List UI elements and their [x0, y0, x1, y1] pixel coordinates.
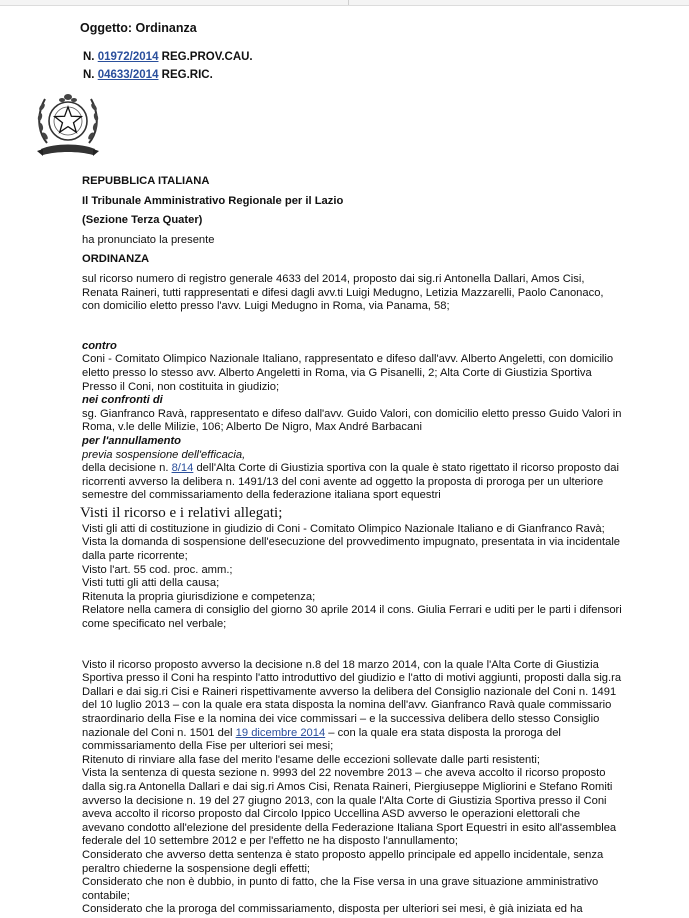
- reg-prov-cau-line: [83, 51, 253, 63]
- spacer: [82, 632, 622, 659]
- consideration-item: Vista la domanda di sospensione dell'esecuzione del provvedimento impugnato, presentata in via incidentale dalla parte ricorrente;: [82, 536, 621, 563]
- annullamento-label: per l'annullamento: [82, 434, 182, 447]
- contro-paragraph: Coni - Comitato Olimpico Nazionale Italiano, rappresentato e difeso dall'avv. Alberto Angeletti, con domicilio eletto presso lo stesso avv. Alberto Angeletti in Roma, via G Pisanelli, 2; Alta Corte di Giustizia Sportiva Presso il Coni, non costituita in giudizio;: [82, 353, 614, 393]
- reg-suffix: REG.PROV.CAU.: [161, 51, 253, 63]
- consideration-item: Ritenuta la propria giurisdizione e competenza;: [82, 590, 316, 603]
- date-link[interactable]: 19 dicembre 2014: [235, 726, 326, 739]
- reg-prefix: N.: [83, 69, 95, 81]
- visto-ricorso-end: – con la quale era stata disposta la proroga del commissariamento della Fise per ulteriori sei mesi;: [82, 726, 561, 753]
- section-heading: (Sezione Terza Quater): [82, 214, 203, 227]
- body-paragraph: Considerato che la proroga del commissariamento, disposta per ulteriori sei mesi, è già iniziata ed ha: [82, 903, 583, 916]
- consideration-item: Visto l'art. 55 cod. proc. amm.;: [82, 563, 233, 576]
- tribunal-heading: Il Tribunale Amministrativo Regionale per il Lazio: [82, 194, 344, 207]
- visti-heading: Visti il ricorso e i relativi allegati;: [80, 504, 283, 521]
- reg-number-link[interactable]: 01972/2014: [97, 51, 159, 63]
- reg-prefix: N.: [83, 51, 95, 63]
- consideration-item: Visti tutti gli atti della causa;: [82, 577, 220, 590]
- spacer: [82, 314, 622, 340]
- reg-suffix: REG.RIC.: [161, 69, 213, 81]
- confronti-label: nei confronti di: [82, 394, 163, 407]
- body-paragraph: Vista la sentenza di questa sezione n. 9993 del 22 novembre 2013 – che aveva accolto il ricorso proposto dalla sig.ra Antonella Dallari e dai sig.ri Amos Cisi, Renata Raineri, Piergiuseppe Migliorini e Stefano Romiti avverso la decisione n. 19 del 27 giugno 2013, con la quale l'Alta Corte di Giustizia Sportiva presso il Coni aveva accolto il ricorso proposto dal Circolo Ippico Uccellina ASD avverso le operazioni elettorali che avevano condotto all'elezione del presidente della Federazione Italiana Sport Equestri in esito all'assemblea federale del 10 settembre 2012 e per l'effetto ne ha disposto l'annullamento;: [82, 767, 617, 848]
- previa-line: previa sospensione dell'efficacia,: [82, 448, 246, 461]
- confronti-paragraph: sg. Gianfranco Ravà, rappresentato e difeso dall'avv. Guido Valori, con domicilio eletto presso Guido Valori in Roma, v.le delle Milizie, 106; Alberto De Nigro, Max André Barbacani: [82, 407, 622, 434]
- body-paragraph: Considerato che non è dubbio, in punto di fatto, che la Fise versa in una grave situazione amministrativo contabile;: [82, 876, 599, 902]
- reg-ric-line: [83, 69, 213, 81]
- document-subject: Oggetto: Ordinanza: [80, 21, 197, 35]
- decisione-link[interactable]: 8/14: [171, 462, 194, 475]
- republic-heading: REPUBBLICA ITALIANA: [82, 175, 210, 187]
- decisione-pre: della decisione n.: [82, 462, 172, 475]
- consideration-item: Visti gli atti di costituzione in giudizio di Coni - Comitato Olimpico Nazionale Italiano e di Gianfranco Ravà;: [82, 522, 605, 535]
- contro-label: contro: [82, 339, 117, 352]
- visto-ricorso-paragraph: [82, 659, 622, 754]
- reg-number-link[interactable]: 04633/2014: [97, 69, 159, 81]
- document-body: [82, 175, 622, 917]
- body-paragraph: Ritenuto di rinviare alla fase del merito l'esame delle eccezioni sollevate dalle parti resistenti;: [82, 753, 540, 766]
- body-paragraph: Considerato che avverso detta sentenza è stato proposto appello principale ed appello incidentale, senza peraltro chiederne la sospensione degli effetti;: [82, 848, 604, 875]
- window-top-strip: [0, 0, 689, 6]
- italian-republic-emblem-icon: [33, 85, 103, 165]
- decisione-post: dell'Alta Corte di Giustizia sportiva con la quale è stato rigettato il ricorso proposto dai ricorrenti avverso la delibera n. 1491/13 del coni avente ad oggetto la proposta di proroga per un ulteriore semestre del commissariamento della federazione italiana sport equestri: [82, 462, 619, 502]
- decisione-paragraph: [82, 462, 622, 503]
- ordinanza-heading: ORDINANZA: [82, 253, 150, 266]
- visto-ricorso-text: Visto il ricorso proposto avverso la decisione n.8 del 18 marzo 2014, con la quale l'Alta Corte di Giustizia Sportiva presso il Coni ha respinto l'atto introduttivo del giudizio e l'atto di motivi aggiunti, proposti dalla sig.ra Dallari e dai sig.ri Cisi e Raineri rispettivamente avverso la delibera del Consiglio nazionale del Coni n. 1491 del 10 luglio 2013 – con la quale era stata disposta la nomina dell'avv. Gianfranco Ravà quale commissario straordinario della Fise e la nomina dei vice commissari – e la successiva delibera dello stesso Consiglio nazionale del Coni n. 1501 del: [82, 658, 622, 739]
- consideration-item: Relatore nella camera di consiglio del giorno 30 aprile 2014 il cons. Giulia Ferrari e uditi per le parti i difensori come specificato nel verbale;: [82, 604, 622, 631]
- ricorso-paragraph: sul ricorso numero di registro generale 4633 del 2014, proposto dai sig.ri Antonella Dallari, Amos Cisi, Renata Raineri, tutti rappresentati e difesi dagli avv.ti Luigi Medugno, Letizia Mazzarelli, Paolo Canonaco, con domicilio eletto presso l'avv. Luigi Medugno in Roma, via Panama, 58;: [82, 272, 604, 313]
- pronounced-line: ha pronunciato la presente: [82, 233, 215, 246]
- top-strip-divider: [348, 0, 349, 5]
